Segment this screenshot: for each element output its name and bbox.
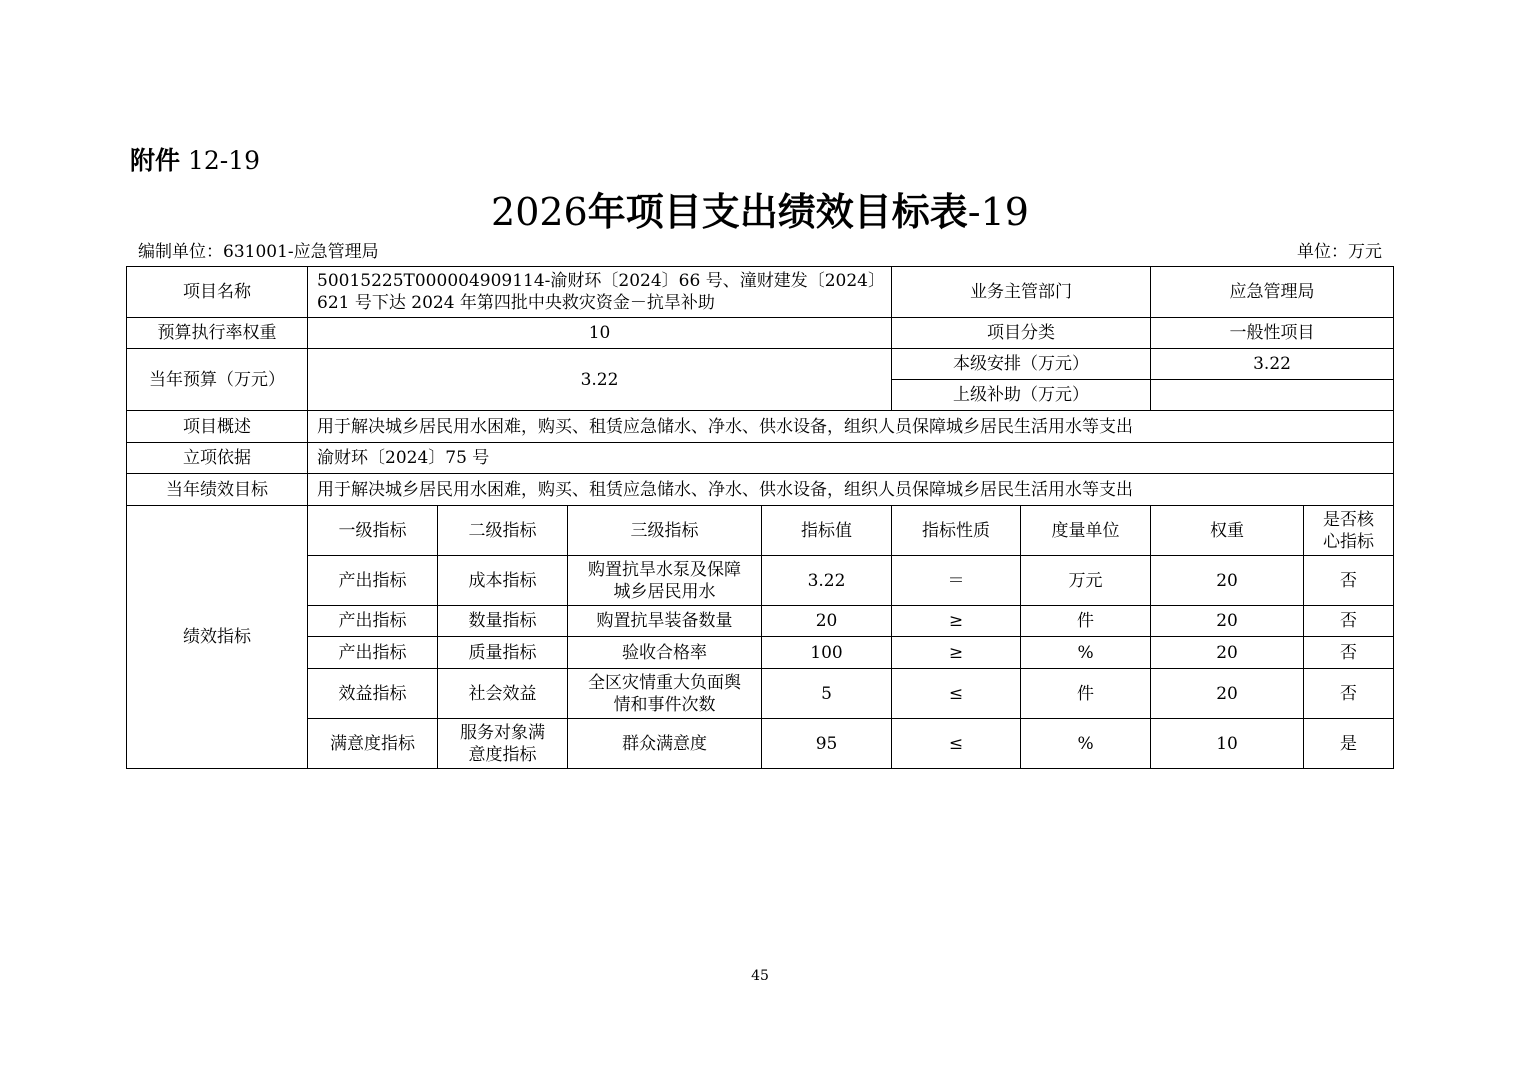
budget-label: 当年预算（万元） xyxy=(127,349,308,411)
unit-line: 单位：万元 xyxy=(1297,242,1382,262)
row-value: 5 xyxy=(762,669,892,719)
row-l3-line1: 全区灾情重大负面舆 xyxy=(588,672,741,693)
local-label: 本级安排（万元） xyxy=(892,349,1151,380)
row-l2: 社会效益 xyxy=(438,669,568,719)
row-core: 否 xyxy=(1304,606,1394,637)
row-l3: 验收合格率 xyxy=(568,637,762,669)
overview-value: 用于解决城乡居民用水困难，购买、租赁应急储水、净水、供水设备，组织人员保障城乡居民生活用水等支出 xyxy=(308,411,1394,443)
row-l2 xyxy=(438,719,568,769)
header-core-line1: 是否核 xyxy=(1323,509,1375,530)
category-value: 一般性项目 xyxy=(1151,318,1394,349)
upper-value xyxy=(1151,380,1394,411)
row-weight: 20 xyxy=(1151,669,1304,719)
org-line: 编制单位：631001-应急管理局 xyxy=(138,242,379,262)
attachment-label xyxy=(130,144,260,178)
row-l1: 满意度指标 xyxy=(308,719,438,769)
row-weight: 20 xyxy=(1151,637,1304,669)
row-budget xyxy=(127,349,1394,380)
row-overview xyxy=(127,411,1394,443)
row-l1: 产出指标 xyxy=(308,556,438,606)
row-value: 95 xyxy=(762,719,892,769)
basis-label: 立项依据 xyxy=(127,443,308,474)
header-l1: 一级指标 xyxy=(308,506,438,556)
table-row xyxy=(127,556,1394,606)
header-l3: 三级指标 xyxy=(568,506,762,556)
row-value: 3.22 xyxy=(762,556,892,606)
page-title xyxy=(0,188,1520,236)
header-nature: 指标性质 xyxy=(892,506,1021,556)
basis-value: 渝财环〔2024〕75 号 xyxy=(308,443,1394,474)
row-value: 100 xyxy=(762,637,892,669)
row-core: 是 xyxy=(1304,719,1394,769)
attachment-word: 附件 xyxy=(130,146,181,175)
row-exec-weight xyxy=(127,318,1394,349)
overview-label: 项目概述 xyxy=(127,411,308,443)
table-row xyxy=(127,606,1394,637)
title-year: 2026 xyxy=(491,190,588,234)
row-l2: 质量指标 xyxy=(438,637,568,669)
row-l1: 效益指标 xyxy=(308,669,438,719)
row-l2-line1: 服务对象满 xyxy=(460,722,545,743)
row-unit: % xyxy=(1021,637,1151,669)
performance-table xyxy=(126,266,1394,769)
attachment-number: 12-19 xyxy=(187,146,261,175)
row-l3-line1: 购置抗旱水泵及保障 xyxy=(588,559,741,580)
header-weight: 权重 xyxy=(1151,506,1304,556)
header-value: 指标值 xyxy=(762,506,892,556)
row-basis xyxy=(127,443,1394,474)
header-unit: 度量单位 xyxy=(1021,506,1151,556)
title-text: 年项目支出绩效目标表 xyxy=(587,190,968,234)
row-weight: 10 xyxy=(1151,719,1304,769)
category-label: 项目分类 xyxy=(892,318,1151,349)
row-unit: 万元 xyxy=(1021,556,1151,606)
header-core xyxy=(1304,506,1394,556)
row-l1: 产出指标 xyxy=(308,637,438,669)
page-number: 45 xyxy=(751,968,769,984)
row-l2: 数量指标 xyxy=(438,606,568,637)
row-l3: 购置抗旱装备数量 xyxy=(568,606,762,637)
row-value: 20 xyxy=(762,606,892,637)
row-core: 否 xyxy=(1304,556,1394,606)
row-weight: 20 xyxy=(1151,556,1304,606)
local-value: 3.22 xyxy=(1151,349,1394,380)
row-l3 xyxy=(568,669,762,719)
row-l2-line2: 意度指标 xyxy=(468,744,537,765)
goal-value: 用于解决城乡居民用水困难，购买、租赁应急储水、净水、供水设备，组织人员保障城乡居民生活用水等支出 xyxy=(308,474,1394,506)
goal-label: 当年绩效目标 xyxy=(127,474,308,506)
row-project-name xyxy=(127,267,1394,318)
row-core: 否 xyxy=(1304,669,1394,719)
row-nature: ＝ xyxy=(892,556,1021,606)
row-goal xyxy=(127,474,1394,506)
row-core: 否 xyxy=(1304,637,1394,669)
row-l3 xyxy=(568,556,762,606)
row-nature: ≤ xyxy=(892,719,1021,769)
row-unit: % xyxy=(1021,719,1151,769)
project-name-label: 项目名称 xyxy=(127,267,308,318)
project-name-line1: 50015225T000004909114-渝财环〔2024〕66 号、潼财建发〔2024〕 xyxy=(317,271,885,291)
title-suffix: -19 xyxy=(967,190,1029,234)
row-l3-line2: 情和事件次数 xyxy=(613,694,716,715)
row-l1: 产出指标 xyxy=(308,606,438,637)
row-nature: ≤ xyxy=(892,669,1021,719)
table-row xyxy=(127,637,1394,669)
project-name-value xyxy=(308,267,892,318)
indicator-header-row xyxy=(127,506,1394,556)
row-l3-line2: 城乡居民用水 xyxy=(613,581,716,602)
indicators-section-label: 绩效指标 xyxy=(127,506,308,769)
row-unit: 件 xyxy=(1021,669,1151,719)
row-l3: 群众满意度 xyxy=(568,719,762,769)
dept-label: 业务主管部门 xyxy=(892,267,1151,318)
row-unit: 件 xyxy=(1021,606,1151,637)
upper-label: 上级补助（万元） xyxy=(892,380,1151,411)
budget-value: 3.22 xyxy=(308,349,892,411)
project-name-line2: 621 号下达 2024 年第四批中央救灾资金－抗旱补助 xyxy=(317,293,715,313)
row-nature: ≥ xyxy=(892,606,1021,637)
dept-value: 应急管理局 xyxy=(1151,267,1394,318)
header-core-line2: 心指标 xyxy=(1323,531,1375,552)
header-l2: 二级指标 xyxy=(438,506,568,556)
row-weight: 20 xyxy=(1151,606,1304,637)
exec-weight-value: 10 xyxy=(308,318,892,349)
exec-weight-label: 预算执行率权重 xyxy=(127,318,308,349)
table-row xyxy=(127,719,1394,769)
row-nature: ≥ xyxy=(892,637,1021,669)
row-l2: 成本指标 xyxy=(438,556,568,606)
table-row xyxy=(127,669,1394,719)
